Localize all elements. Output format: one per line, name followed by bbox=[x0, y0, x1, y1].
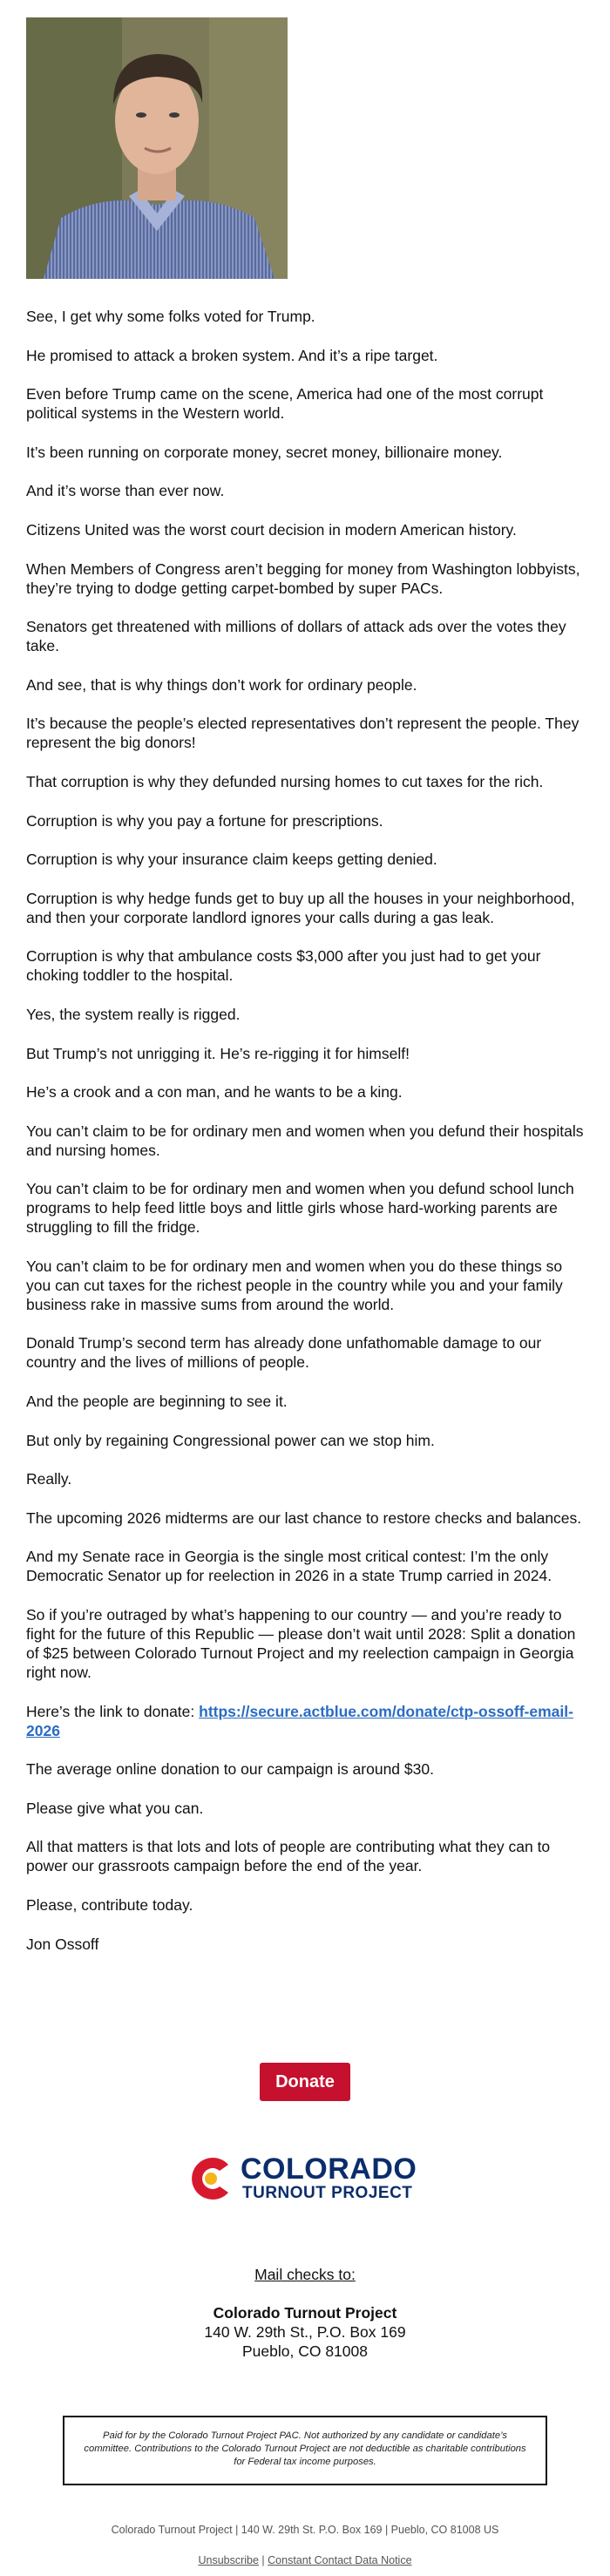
paragraph: It’s been running on corporate money, secret money, billionaire money. bbox=[26, 443, 503, 461]
paragraph: And the people are beginning to see it. bbox=[26, 1393, 288, 1411]
mail-label-text: Mail checks to bbox=[254, 2266, 351, 2283]
mail-label-colon: : bbox=[351, 2266, 356, 2283]
mail-address-line2: Pueblo, CO 81008 bbox=[242, 2342, 368, 2360]
paragraph: You can’t claim to be for ordinary men and women when you defund their hospitals and nursing homes. bbox=[26, 1122, 584, 1159]
paragraph: And see, that is why things don’t work for ordinary people. bbox=[26, 675, 417, 694]
paragraph: It’s because the people’s elected representatives don’t represent the people. They represent the big donors! bbox=[26, 715, 580, 752]
colorado-turnout-project-logo bbox=[186, 2152, 430, 2205]
signature: Jon Ossoff bbox=[26, 1935, 99, 1953]
message-body bbox=[26, 307, 584, 1973]
paragraph: Donald Trump’s second term has already done unfathomable damage to our country and the lives of millions of people. bbox=[26, 1334, 542, 1372]
footer-separator: | bbox=[258, 2554, 268, 2566]
donate-link-prefix: Here’s the link to donate: bbox=[26, 1702, 200, 1720]
paragraph: But Trump’s not unrigging it. He’s re-rigging it for himself! bbox=[26, 1044, 410, 1062]
paragraph: You can’t claim to be for ordinary men and women when you do these things so you can cut taxes for the richest people in the country while you and your family business rake in massive sums from around the world. bbox=[26, 1257, 563, 1313]
paragraph: See, I get why some folks voted for Trump. bbox=[26, 308, 315, 325]
donate-button[interactable]: Donate bbox=[260, 2063, 350, 2101]
paragraph: That corruption is why they defunded nursing homes to cut taxes for the rich. bbox=[26, 772, 544, 790]
paragraph: Please give what you can. bbox=[26, 1799, 204, 1817]
footer-links bbox=[0, 2554, 610, 2566]
paragraph: All that matters is that lots and lots of people are contributing what they can to power our grassroots campaign before the end of the year. bbox=[26, 1838, 551, 1875]
paragraph: But only by regaining Congressional power can we stop him. bbox=[26, 1431, 435, 1449]
paragraph: So if you’re outraged by what’s happening to our country — and you’re ready to fight for the future of this Republic — please don’t wait until 2028: Split a donation of $25 between Colorado Turnout Project and my reelection campaign in Georgia right now. bbox=[26, 1606, 576, 1682]
paragraph: And my Senate race in Georgia is the single most critical contest: I’m the only Democratic Senator up for reelection in 2026 in a state Trump carried in 2024. bbox=[26, 1548, 552, 1585]
mail-checks-label bbox=[0, 2266, 610, 2284]
logo-line1: COLORADO bbox=[241, 2152, 417, 2186]
unsubscribe-link[interactable]: Unsubscribe bbox=[198, 2554, 259, 2566]
paragraph: When Members of Congress aren’t begging for money from Washington lobbyists, they’re trying to dodge getting carpet-bombed by super PACs. bbox=[26, 559, 580, 597]
mail-org: Colorado Turnout Project bbox=[213, 2304, 397, 2322]
donate-link-paragraph bbox=[26, 1702, 584, 1740]
paragraph: And it’s worse than ever now. bbox=[26, 482, 225, 500]
paragraph: Even before Trump came on the scene, America had one of the most corrupt political systems in the Western world. bbox=[26, 385, 544, 423]
paragraph: Corruption is why you pay a fortune for prescriptions. bbox=[26, 811, 383, 830]
paragraph: Yes, the system really is rigged. bbox=[26, 1005, 241, 1023]
portrait-photo bbox=[26, 17, 288, 279]
paragraph: The average online donation to our campaign is around $30. bbox=[26, 1760, 434, 1779]
paragraph: Please, contribute today. bbox=[26, 1896, 193, 1914]
paragraph: The upcoming 2026 midterms are our last chance to restore checks and balances. bbox=[26, 1508, 582, 1527]
paragraph: He’s a crook and a con man, and he wants to be a king. bbox=[26, 1083, 403, 1102]
paragraph: You can’t claim to be for ordinary men and women when you defund school lunch programs to help feed little boys and little girls whose hard-working parents are struggling to fill the fridge. bbox=[26, 1180, 574, 1237]
paragraph: Corruption is why that ambulance costs $3,000 after you just had to get your choking toddler to the hospital. bbox=[26, 947, 541, 985]
logo-line2: TURNOUT PROJECT bbox=[242, 2184, 413, 2202]
footer-address: Colorado Turnout Project | 140 W. 29th St. P.O. Box 169 | Pueblo, CO 81008 US bbox=[111, 2524, 499, 2536]
paragraph: Really. bbox=[26, 1470, 72, 1488]
portrait-illustration bbox=[26, 17, 288, 279]
paragraph: Corruption is why hedge funds get to buy up all the houses in your neighborhood, and then your corporate landlord ignores your calls during a gas leak. bbox=[26, 889, 575, 926]
logo-c-icon bbox=[186, 2154, 235, 2203]
mail-address-line1: 140 W. 29th St., P.O. Box 169 bbox=[204, 2323, 406, 2341]
paid-for-disclaimer: Paid for by the Colorado Turnout Project PAC. Not authorized by any candidate or candidate’s committee. Contributions to the Colorado Turnout Project are not deductible as charitable contributions for Federal tax income purposes. bbox=[63, 2416, 547, 2485]
donate-link[interactable]: https://secure.actblue.com/donate/ctp-ossoff-email-2026 bbox=[26, 1702, 573, 1739]
paragraph: Citizens United was the worst court decision in modern American history. bbox=[26, 520, 517, 539]
data-notice-link[interactable]: Constant Contact Data Notice bbox=[268, 2554, 412, 2566]
paragraph: Corruption is why your insurance claim keeps getting denied. bbox=[26, 851, 437, 869]
paragraph: He promised to attack a broken system. And it’s a ripe target. bbox=[26, 346, 438, 364]
paragraph: Senators get threatened with millions of dollars of attack ads over the votes they take. bbox=[26, 618, 566, 655]
